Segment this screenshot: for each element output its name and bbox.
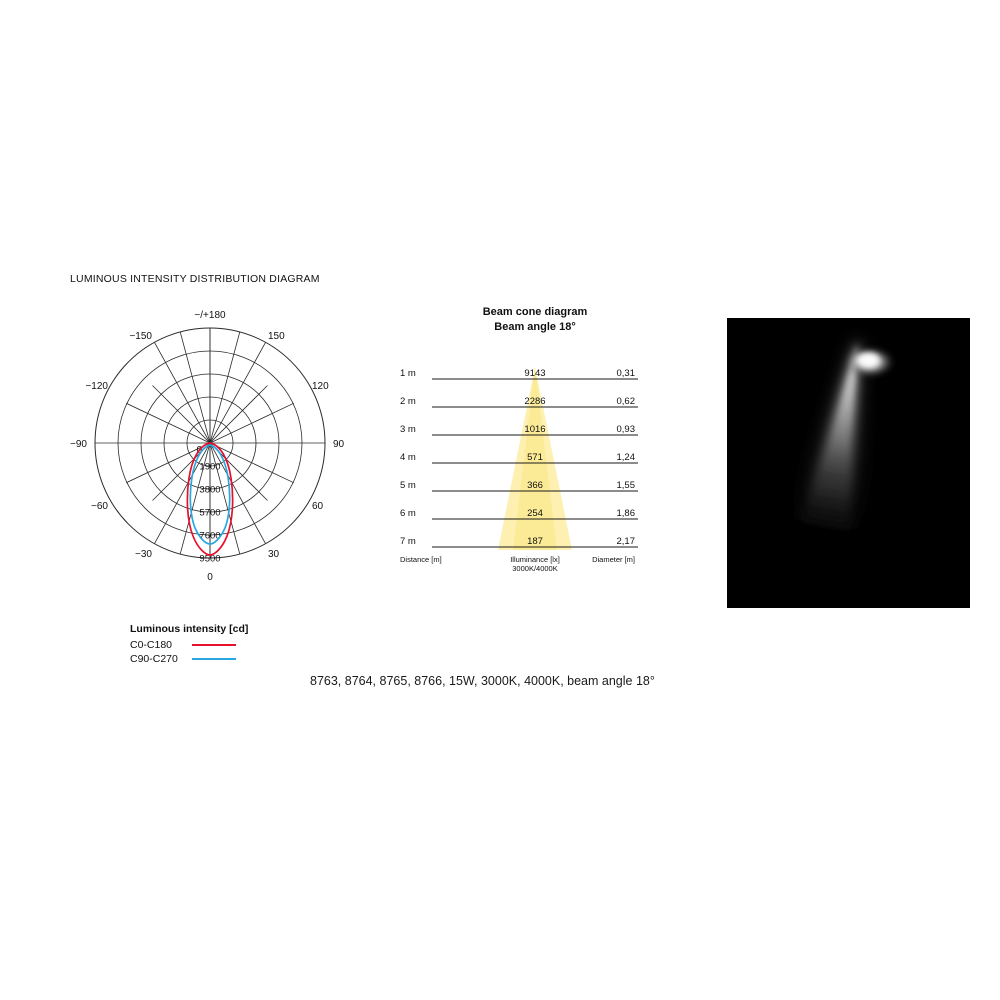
angle-label-n30: −30 [135,549,152,560]
beam-cone-title: Beam cone diagram [482,306,588,318]
beam-cone-row-2 [400,396,635,407]
row-diameter: 1,55 [616,480,635,491]
row-diameter: 0,31 [616,368,635,379]
ring-label-4: 7600 [199,530,221,542]
angle-label-90: 90 [333,439,345,450]
column-header-illuminance: Illuminance [lx] [510,555,560,564]
row-distance: 3 m [400,424,416,435]
angle-label-150: 150 [268,331,285,342]
angle-label-180: −/+180 [194,310,226,321]
luminous-intensity-diagram [50,265,370,685]
row-distance: 4 m [400,452,416,463]
row-distance: 5 m [400,480,416,491]
row-illuminance: 571 [527,452,543,463]
angle-label-n60: −60 [91,501,108,512]
legend-label-c90-c270: C90-C270 [130,653,178,665]
column-header-diameter: Diameter [m] [592,555,635,564]
angle-label-n120: −120 [85,381,108,392]
ring-label-1: 1900 [199,461,221,473]
polar-plot [50,293,370,613]
ring-label-3: 5700 [199,507,221,519]
row-distance: 6 m [400,508,416,519]
row-distance: 2 m [400,396,416,407]
row-illuminance: 366 [527,480,543,491]
legend-swatch-c0-c180 [192,644,236,646]
row-illuminance: 2286 [524,396,546,407]
row-diameter: 0,93 [616,424,635,435]
legend-item-c0-c180 [130,638,248,652]
row-illuminance: 254 [527,508,543,519]
row-diameter: 1,86 [616,508,635,519]
polar-legend [130,623,248,666]
beam-photo [727,318,970,608]
beam-cone-heading [390,305,680,335]
beam-cone-column-headers [400,555,635,573]
polar-diagram-title: LUMINOUS INTENSITY DISTRIBUTION DIAGRAM [70,273,320,285]
angle-label-n90: −90 [70,439,87,450]
row-diameter: 1,24 [616,452,635,463]
row-distance: 1 m [400,368,416,379]
row-distance: 7 m [400,536,416,547]
product-caption: 8763, 8764, 8765, 8766, 15W, 3000K, 4000K, beam angle 18° [310,674,655,688]
ring-label-5: 9500 [199,553,221,565]
row-diameter: 2,17 [616,536,635,547]
beam-cone-diagram [390,305,680,615]
column-header-illuminance-cct: 3000K/4000K [512,564,558,573]
angle-label-30: 30 [268,549,280,560]
ring-label-2: 3800 [199,484,221,496]
legend-label-c0-c180: C0-C180 [130,639,173,651]
beam-cone-subtitle: Beam angle 18° [494,321,576,333]
beam-source-center [857,353,879,367]
row-illuminance: 9143 [524,368,546,379]
beam-cone-plot [390,355,680,605]
beam-cone-row-1 [400,368,635,379]
row-illuminance: 1016 [524,424,546,435]
angle-label-center-0: 0 [196,445,202,456]
angle-label-n150: −150 [129,331,152,342]
column-header-distance: Distance [m] [400,555,442,564]
angle-label-120: 120 [312,381,329,392]
angle-label-60: 60 [312,501,324,512]
legend-swatch-c90-c270 [192,658,236,660]
angle-label-0-bottom: 0 [207,572,213,583]
legend-title: Luminous intensity [cd] [130,623,249,635]
row-illuminance: 187 [527,536,543,547]
legend-item-c90-c270 [130,652,248,666]
beam-cone-row-3 [400,424,635,435]
row-diameter: 0,62 [616,396,635,407]
